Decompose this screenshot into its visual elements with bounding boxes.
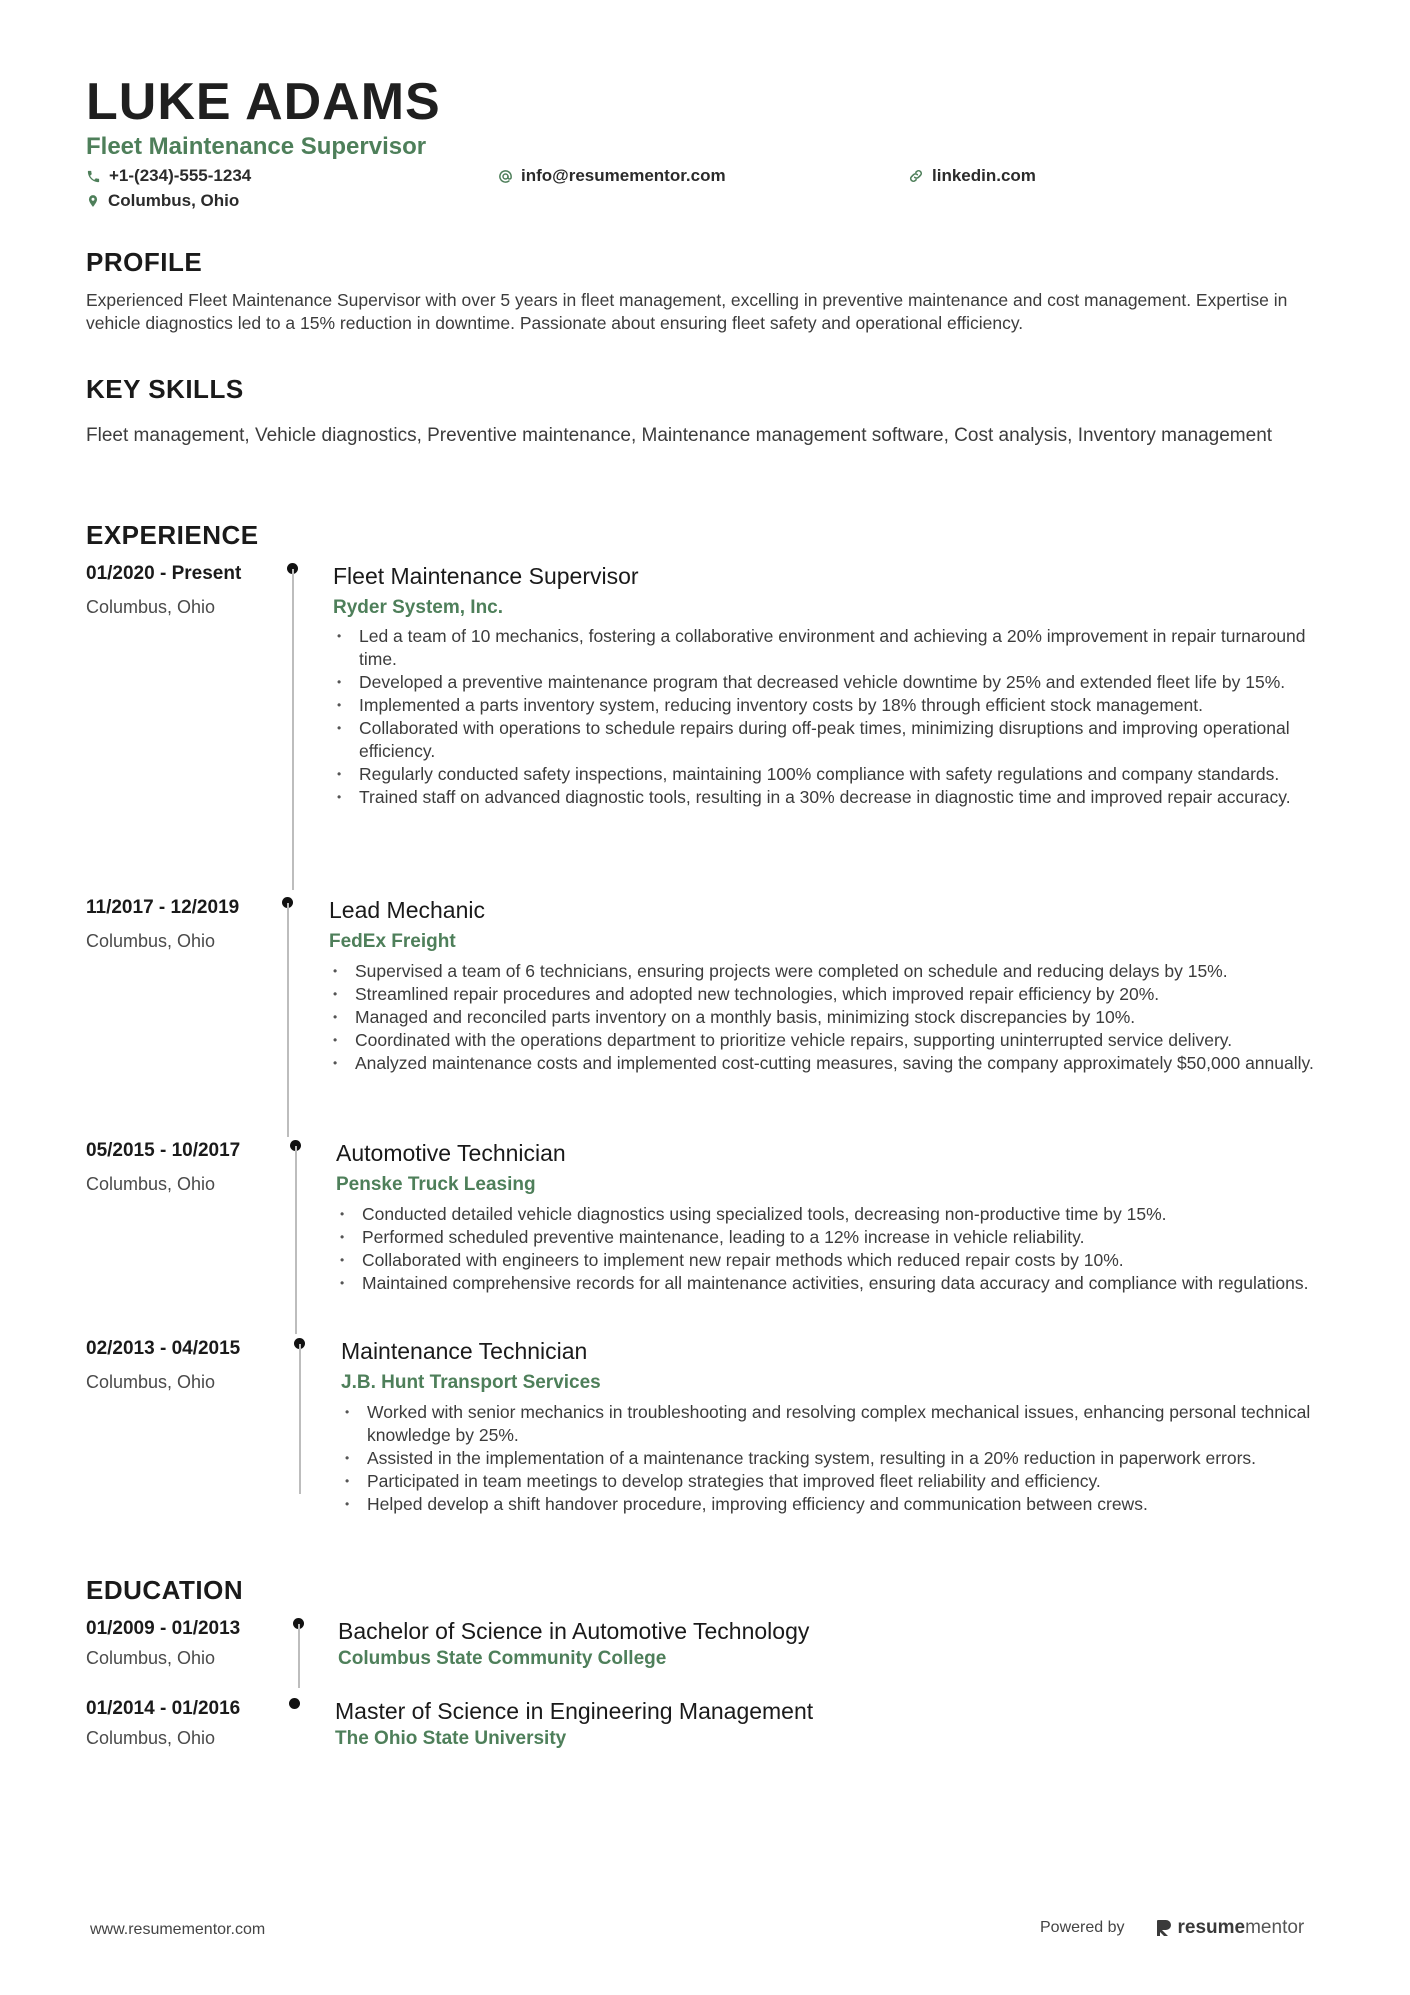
degree-title: Bachelor of Science in Automotive Technology (338, 1618, 810, 1644)
company-name: Ryder System, Inc. (333, 597, 504, 618)
footer-powered (1040, 1917, 1304, 1939)
list-item: • Led a team of 10 mechanics, fostering a collaborative environment and achieving a 20% improvement in repair turnaround time. (331, 625, 1331, 671)
list-item: • Performed scheduled preventive maintenance, leading to a 12% increase in vehicle reliability. (334, 1226, 1334, 1249)
list-item: • Regularly conducted safety inspections, maintaining 100% compliance with safety regulations and company standards. (331, 763, 1331, 786)
contact-phone (86, 166, 251, 186)
job-title: Lead Mechanic (329, 897, 485, 923)
school-name: Columbus State Community College (338, 1648, 667, 1669)
job-title: Maintenance Technician (341, 1338, 588, 1364)
company-name: FedEx Freight (329, 931, 456, 952)
edu-location: Columbus, Ohio (86, 1648, 216, 1668)
profile-text: Experienced Fleet Maintenance Supervisor with over 5 years in fleet management, excelling in preventive maintenance and cost management. Expertise in vehicle diagnostics led to a 15% reduction in downtime. Passionate about ensuring fleet safety and operational efficiency. (86, 290, 1288, 333)
company-name: J.B. Hunt Transport Services (341, 1372, 601, 1393)
contact-website[interactable] (908, 166, 1036, 186)
footer-website[interactable]: www.resumementor.com (90, 1921, 266, 1938)
list-item: • Supervised a team of 6 technicians, ensuring projects were completed on schedule and reducing delays by 15%. (327, 960, 1337, 983)
resumementor-logo-icon (1155, 1918, 1173, 1938)
contact-email[interactable] (498, 166, 726, 186)
timeline-dot (289, 1698, 300, 1709)
list-item: • Implemented a parts inventory system, reducing inventory costs by 18% through efficient stock management. (331, 694, 1331, 717)
phone-text: +1-(234)-555-1234 (109, 166, 252, 185)
list-item: • Analyzed maintenance costs and implemented cost-cutting measures, saving the company approximately $50,000 annually. (327, 1052, 1337, 1075)
job-title: Fleet Maintenance Supervisor (333, 563, 639, 589)
job-bullets (327, 960, 1337, 1075)
timeline-line (299, 1344, 301, 1494)
contact-location (86, 191, 239, 211)
list-item: • Worked with senior mechanics in troubleshooting and resolving complex mechanical issues, enhancing personal technical knowledge by 25%. (339, 1401, 1339, 1447)
list-item: • Managed and reconciled parts inventory on a monthly basis, minimizing stock discrepancies by 10%. (327, 1006, 1337, 1029)
job-bullets (339, 1401, 1339, 1516)
job-bullets (331, 625, 1331, 809)
list-item: • Assisted in the implementation of a maintenance tracking system, resulting in a 20% reduction in paperwork errors. (339, 1447, 1339, 1470)
profile-heading: PROFILE (86, 247, 203, 277)
list-item: • Streamlined repair procedures and adopted new technologies, which improved repair efficiency by 20%. (327, 983, 1337, 1006)
list-item: • Maintained comprehensive records for all maintenance activities, ensuring data accuracy and compliance with regulations. (334, 1272, 1334, 1295)
timeline-line (298, 1624, 300, 1688)
job-dates: 02/2013 - 04/2015 (86, 1338, 241, 1359)
degree-title: Master of Science in Engineering Management (335, 1698, 814, 1724)
job-dates: 11/2017 - 12/2019 (86, 897, 240, 918)
link-icon (908, 168, 924, 184)
job-title: Automotive Technician (336, 1140, 566, 1166)
timeline-line (295, 1146, 297, 1334)
website-text: linkedin.com (932, 166, 1036, 185)
education-heading: EDUCATION (86, 1575, 244, 1605)
job-dates: 05/2015 - 10/2017 (86, 1140, 241, 1161)
job-location: Columbus, Ohio (86, 1174, 216, 1194)
brand-bold: resume (1177, 1917, 1246, 1938)
timeline-line (287, 903, 289, 1137)
at-icon (498, 169, 513, 184)
skills-heading: KEY SKILLS (86, 374, 244, 404)
list-item: • Conducted detailed vehicle diagnostics using specialized tools, decreasing non-productive time by 15%. (334, 1203, 1334, 1226)
powered-by-text: Powered by (1040, 1919, 1125, 1936)
job-location: Columbus, Ohio (86, 597, 216, 617)
candidate-role: Fleet Maintenance Supervisor (86, 133, 427, 160)
brand-logo[interactable] (1155, 1917, 1305, 1939)
job-dates: 01/2020 - Present (86, 563, 242, 584)
edu-dates: 01/2014 - 01/2016 (86, 1698, 241, 1719)
brand-light: mentor (1245, 1917, 1305, 1938)
job-location: Columbus, Ohio (86, 931, 216, 951)
edu-location: Columbus, Ohio (86, 1728, 216, 1748)
list-item: • Coordinated with the operations department to prioritize vehicle repairs, supporting uninterrupted service delivery. (327, 1029, 1337, 1052)
list-item: • Developed a preventive maintenance program that decreased vehicle downtime by 25% and extended fleet life by 15%. (331, 671, 1331, 694)
list-item: • Collaborated with operations to schedule repairs during off-peak times, minimizing disruptions and improving operational efficiency. (331, 717, 1331, 763)
skills-text: Fleet management, Vehicle diagnostics, Preventive maintenance, Maintenance management software, Cost analysis, Inventory management (86, 425, 1273, 446)
location-pin-icon (86, 193, 100, 209)
list-item: • Helped develop a shift handover procedure, improving efficiency and communication between crews. (339, 1493, 1339, 1516)
phone-icon (86, 169, 101, 184)
list-item: • Trained staff on advanced diagnostic tools, resulting in a 30% decrease in diagnostic time and improved repair accuracy. (331, 786, 1331, 809)
email-text: info@resumementor.com (521, 166, 726, 185)
timeline-line (292, 569, 294, 890)
edu-dates: 01/2009 - 01/2013 (86, 1618, 241, 1639)
list-item: • Participated in team meetings to develop strategies that improved fleet reliability and efficiency. (339, 1470, 1339, 1493)
list-item: • Collaborated with engineers to implement new repair methods which reduced repair costs by 10%. (334, 1249, 1334, 1272)
job-bullets (334, 1203, 1334, 1295)
experience-heading: EXPERIENCE (86, 520, 259, 550)
school-name: The Ohio State University (335, 1728, 567, 1749)
company-name: Penske Truck Leasing (336, 1174, 536, 1195)
candidate-name: LUKE ADAMS (86, 73, 441, 131)
location-text: Columbus, Ohio (108, 191, 240, 210)
job-location: Columbus, Ohio (86, 1372, 216, 1392)
